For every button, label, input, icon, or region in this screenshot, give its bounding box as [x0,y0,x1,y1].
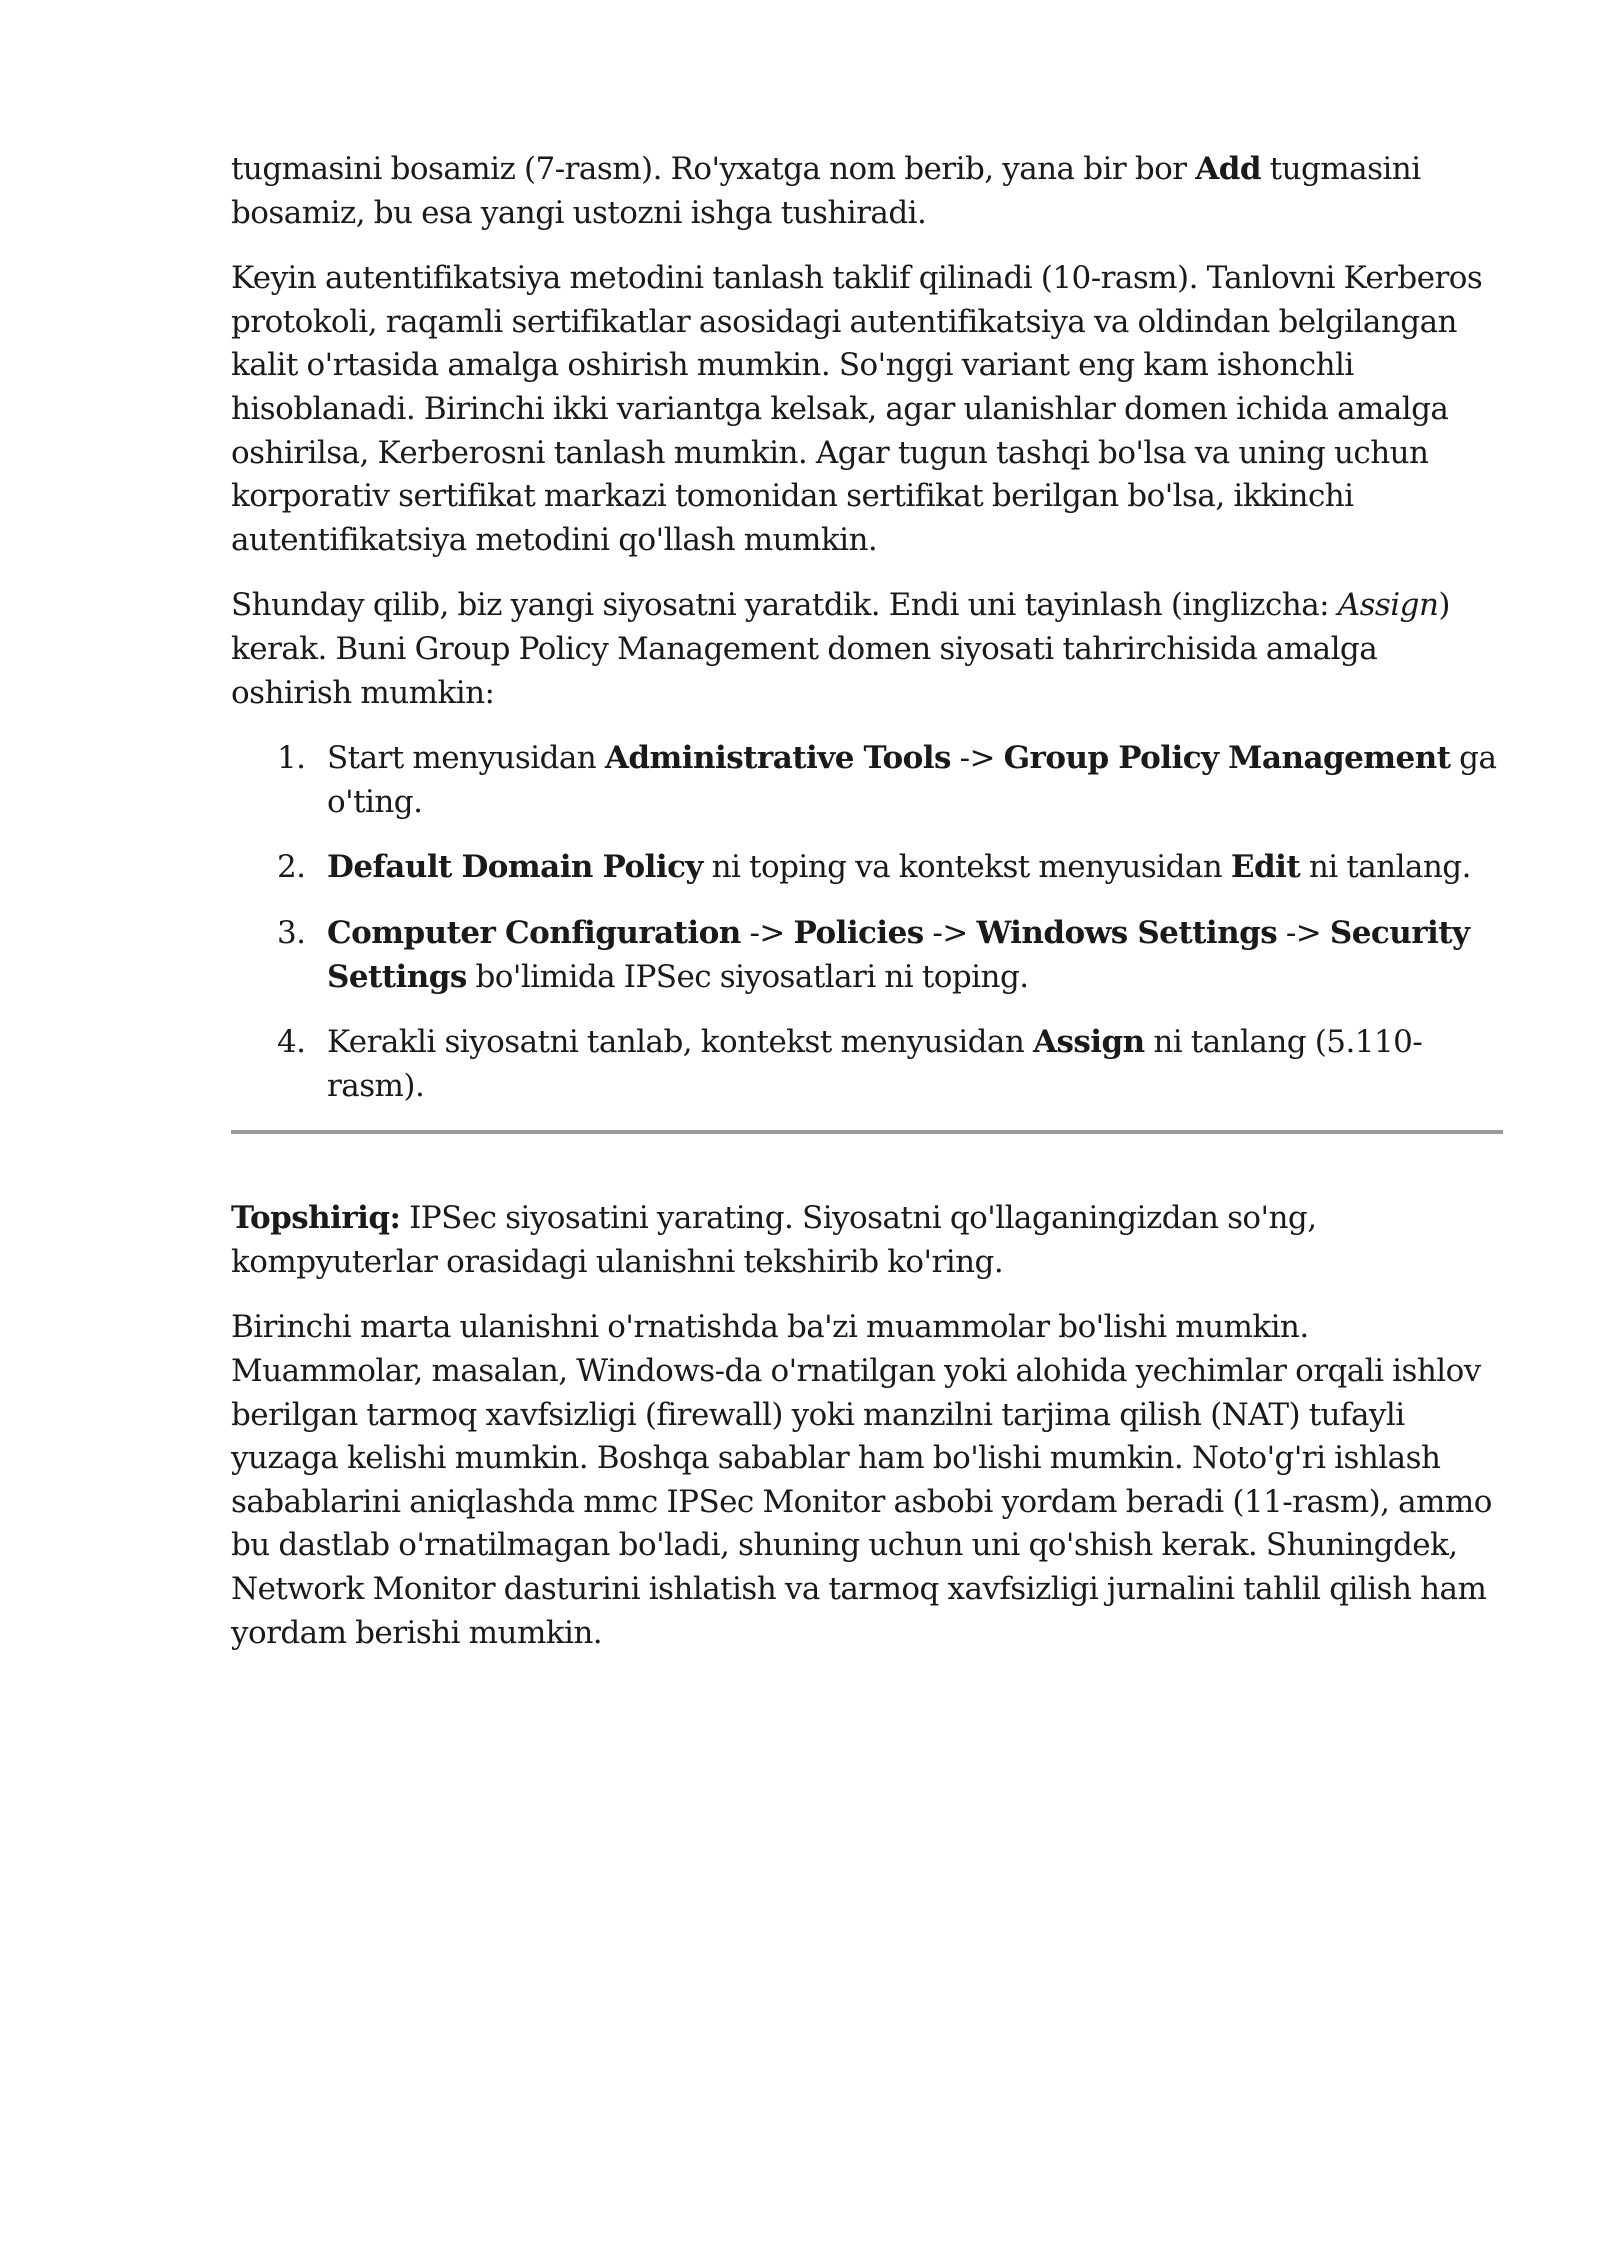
paragraph-add-button: tugmasini bosamiz (7-rasm). Ro'yxatga nom berib, yana bir bor Add tugmasini bosamiz, bu esa yangi ustozni ishga tushiradi. [231,151,1421,231]
horizontal-divider [231,1130,1503,1134]
document-page [231,148,1503,1677]
add-term: Add [1195,151,1261,187]
list-item: 4. Kerakli siyosatni tanlab, kontekst menyusidan Assign ni tanlang (5.110-rasm). [231,1021,1503,1108]
list-item: 3. Computer Configuration -> Policies -> Windows Settings -> Security Settings bo'limida IPSec siyosatlari ni toping. [231,912,1503,999]
list-item: 1. Start menyusidan Administrative Tools -> Group Policy Management ga o'ting. [231,737,1503,824]
paragraph-troubleshooting: Birinchi marta ulanishni o'rnatishda ba'zi muammolar bo'lishi mumkin. Muammolar, masalan, Windows-da o'rnatilgan yoki alohida yechimlar orqali ishlov berilgan tarmoq xavfsizligi (firewall) yoki manzilni tarjima qilish (NAT) tufayli yuzaga kelishi mumkin. Boshqa sabablar ham bo'lishi mumkin. Noto'g'ri ishlash sabablarini aniqlashda mmc IPSec Monitor asbobi yordam beradi (11-rasm), ammo bu dastlab o'rnatilmagan bo'ladi, shuning uchun uni qo'shish kerak. Shuningdek, Network Monitor dasturini ishlatish va tarmoq xavfsizligi jurnalini tahlil qilish ham yordam berishi mumkin. [231,1309,1492,1651]
task-label: Topshiriq: [231,1200,401,1237]
list-number: 4. [277,1024,306,1061]
list-number: 2. [277,849,306,886]
steps-list [231,737,1503,1108]
paragraph-assign: Shunday qilib, biz yangi siyosatni yaratdik. Endi uni tayinlash (inglizcha: Assign) kerak. Buni Group Policy Management domen siyosati tahrirchisida amalga oshirish mumkin: [231,587,1450,711]
assign-term: Assign [1337,587,1439,624]
list-number: 3. [277,914,306,951]
list-number: 1. [277,740,306,777]
paragraph-authentication: Keyin autentifikatsiya metodini tanlash taklif qilinadi (10-rasm). Tanlovni Kerberos protokoli, raqamli sertifikatlar asosidagi autentifikatsiya va oldindan belgilangan kalit o'rtasida amalga oshirish mumkin. So'nggi variant eng kam ishonchli hisoblanadi. Birinchi ikki variantga kelsak, agar ulanishlar domen ichida amalga oshirilsa, Kerberosni tanlash mumkin. Agar tugun tashqi bo'lsa va uning uchun korporativ sertifikat markazi tomonidan sertifikat berilgan bo'lsa, ikkinchi autentifikatsiya metodini qo'llash mumkin. [231,260,1483,558]
paragraph-task: Topshiriq: IPSec siyosatini yarating. Siyosatni qo'llaganingizdan so'ng, kompyuterlar orasidagi ulanishni tekshirib ko'ring. [231,1200,1317,1280]
list-item: 2. Default Domain Policy ni toping va kontekst menyusidan Edit ni tanlang. [231,846,1503,890]
